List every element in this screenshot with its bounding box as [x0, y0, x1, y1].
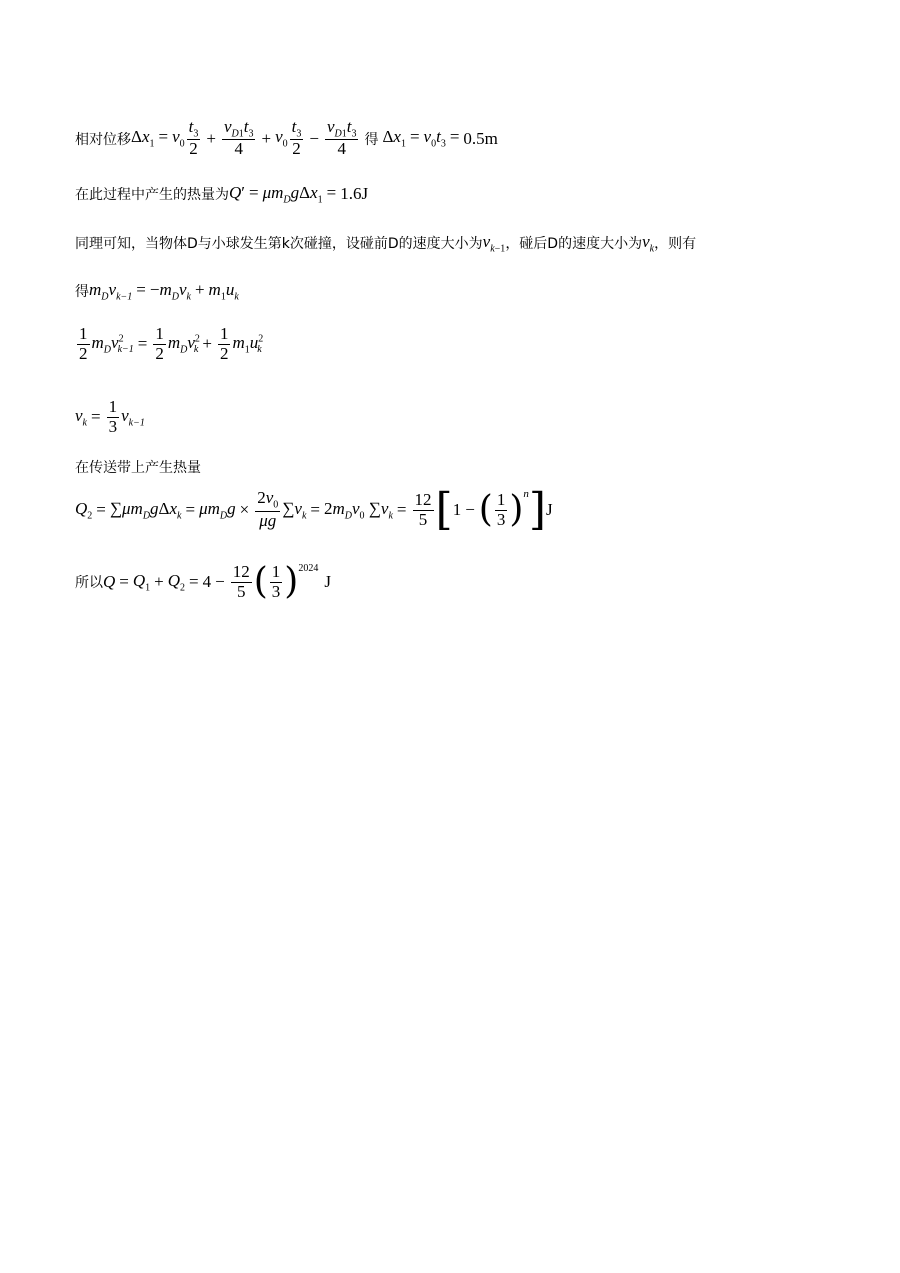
- label-suoyi: 所以: [75, 575, 103, 592]
- label-de-2: 得: [75, 284, 89, 301]
- collision-text-mid: ，碰后D的速度大小为: [505, 236, 643, 253]
- label-heat: 在此过程中产生的热量为: [75, 187, 229, 204]
- total-heat-equation: 所以 Q = $Q_1$ + $Q_2$ = 4 − $\frac{12}{5}$ ( $\frac{1}{3}$ ) 2024 J: [75, 561, 331, 603]
- exponent-2024: 2024: [298, 563, 319, 574]
- formula-momentum: $m_Dv_{k-1} = -m_Dv_k + m_1u_k$: [89, 280, 239, 303]
- collision-text-end: ，则有: [654, 236, 697, 253]
- belt-heat-equation: $Q_2$ = $\sum\mu m_Dg\Delta x_k$ = $\mu m_Dg$ × $\frac{2v_0}{\mu g}$ $\sum v_k$ = $2m_Dv_0$ $\sum v_k$ = $\frac{12}{5}$ [ 1 − ( $\frac{1}{3}$ ) n ] J: [75, 484, 553, 535]
- heat-equation: [75, 183, 368, 205]
- frac-vd1t3-4: $\frac{v_{D1}t_3}{4}$: [223, 117, 254, 159]
- relative-displacement-equation: 相对位移 $\Delta x_1 = v_0$ $\frac{t_3}{2}$ + $\frac{v_{D1}t_3}{4}$ + $v_0$ $\frac{t_3}{2}$ − $\frac{v_{D1}t_3}{4}$ 得 $\Delta x_1 = v_0t_3$ = 0.5m: [75, 117, 498, 159]
- momentum-equation: [75, 280, 239, 302]
- formula-result: $\Delta x_1 = v_0t_3$ =: [382, 127, 460, 150]
- formula-q-prime: $Q' = \mu m_Dg\Delta x_1$ =: [229, 183, 337, 206]
- collision-text: 同理可知，当物体D与小球发生第k次碰撞，设碰前D的速度大小为: [75, 236, 483, 253]
- v-k-minus-1: $v_{k-1}$: [482, 232, 506, 255]
- velocity-ratio-equation: $v_k$ = $\frac{1}{3}$ $v_{k-1}$: [75, 397, 145, 436]
- label-relative-displacement: 相对位移: [75, 131, 131, 148]
- formula-delta-x1: $\Delta x_1 = v_0$: [131, 127, 185, 150]
- result-value: 0.5m: [463, 128, 498, 148]
- label-de: 得: [364, 131, 379, 148]
- v-k: $v_k$: [642, 232, 655, 255]
- frac-t3-2: $\frac{t_3}{2}$: [188, 117, 199, 159]
- frac-vd1t3-4b: $\frac{v_{D1}t_3}{4}$: [326, 117, 357, 159]
- heat-value: 1.6J: [340, 184, 369, 204]
- belt-heat-label: 在传送带上产生热量: [75, 460, 201, 476]
- collision-statement: [75, 232, 696, 254]
- energy-equation: $\frac{1}{2}$ $m_Dv^2_{k-1}$ = $\frac{1}{2}$ $m_Dv^2_k$ + $\frac{1}{2}$ $m_1u^2_k$: [79, 324, 264, 363]
- frac-t3-2b: $\frac{t_3}{2}$: [291, 117, 302, 159]
